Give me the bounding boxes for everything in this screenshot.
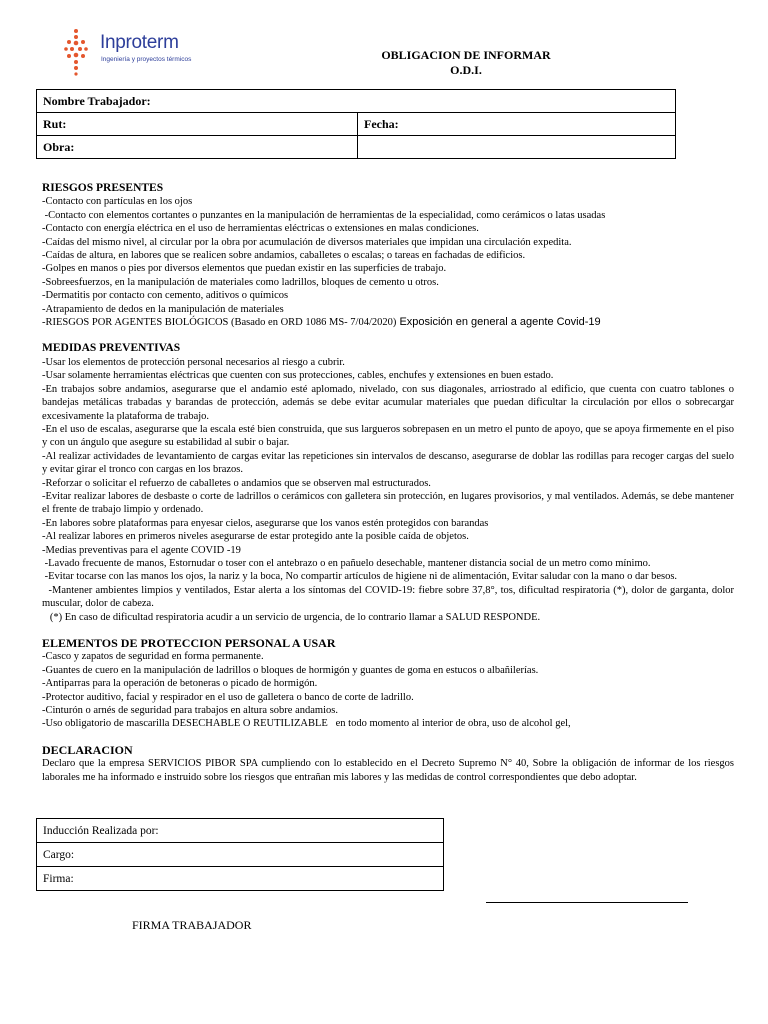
worker-info-table <box>36 89 676 159</box>
measures-heading: MEDIDAS PREVENTIVAS <box>42 342 181 355</box>
worker-name-field[interactable]: Nombre Trabajador: <box>37 90 676 113</box>
risk-item: -Atrapamiento de dedos en la manipulación de materiales <box>42 303 284 315</box>
measure-item: -En el uso de escalas, asegurarse que la escala esté bien construida, que sus largueros sobrepasen en un metro el punto de apoyo, que se apoya firmemente en el piso y con un ángulo que asegure su estabilidad al subir o bajar. <box>42 423 734 449</box>
induction-table <box>36 818 444 891</box>
bio-risk-prefix: -RIESGOS POR AGENTES BIOLÓGICOS (Basado en ORD 1086 MS- 7/04/2020) <box>42 317 397 329</box>
risks-heading: RIESGOS PRESENTES <box>42 182 164 194</box>
ppe-item: -Protector auditivo, facial y respirador en el uso de galletera o banco de corte de ladrillo. <box>42 691 414 703</box>
document-body <box>42 182 737 784</box>
measure-item: -Al realizar labores en primeros niveles asegurarse de estar protegido ante la posible caída de objetos. <box>42 531 469 543</box>
ppe-item: -Guantes de cuero en la manipulación de ladrillos o bloques de hormigón y guantes de goma en estucos o albañilerías. <box>42 664 539 676</box>
measure-item: -Mantener ambientes limpios y ventilados, Estar alerta a los síntomas del COVID-19: fiebre sobre 37,8°, tos, dificultad respiratoria (*), dolor de garganta, dolor muscular, dolor de cabeza. <box>42 584 737 610</box>
measure-item: -En labores sobre plataformas para enyesar cielos, asegurarse que los vanos estén protegidos con barandas <box>42 517 489 529</box>
declaration-text: Declaro que la empresa SERVICIOS PIBOR SPA cumpliendo con lo establecido en el Decreto Supremo N° 40, Sobre la obligación de informar de los riesgos laborales me ha informado e instruido sobre los riesgos que entrañan mis labores y las medidas de control correspondientes que debo adoptar. <box>42 758 734 783</box>
measure-item: -Lavado frecuente de manos, Estornudar o toser con el antebrazo o en pañuelo desechable, mantener distancia social de un metro como mínimo. <box>42 557 651 569</box>
measure-item: (*) En caso de dificultad respiratoria acudir a un servicio de urgencia, de lo contrario llamar a SALUD RESPONDE. <box>42 611 541 623</box>
risk-item: -Dermatitis por contacto con cemento, aditivos o químicos <box>42 290 289 302</box>
company-logo <box>64 28 194 78</box>
worker-signature-label: FIRMA TRABAJADOR <box>132 918 252 932</box>
site-field[interactable]: Obra: <box>37 136 358 159</box>
logo-mark-icon <box>64 28 98 78</box>
risk-item: -Contacto con partículas en los ojos <box>42 196 193 208</box>
induction-signature-field[interactable]: Firma: <box>37 867 444 891</box>
risk-item-biological <box>42 316 734 329</box>
date-field[interactable]: Fecha: <box>358 113 676 136</box>
measure-item: -Usar los elementos de protección personal necesarios al riesgo a cubrir. <box>42 356 345 368</box>
declaration-heading: DECLARACION <box>42 742 133 757</box>
ppe-item: -Casco y zapatos de seguridad en forma permanente. <box>42 651 264 663</box>
worker-signature-line[interactable] <box>486 902 688 903</box>
ppe-item: -Antiparras para la operación de betoneras o picado de hormigón. <box>42 678 318 690</box>
logo-brand-text: Inproterm <box>100 32 179 53</box>
measure-item: -Usar solamente herramientas eléctricas que cuenten con sus protecciones, cables, enchufes y extensiones en buen estado. <box>42 370 554 382</box>
title-line-1: OBLIGACION DE INFORMAR <box>381 48 551 62</box>
ppe-heading: ELEMENTOS DE PROTECCION PERSONAL A USAR <box>42 636 336 650</box>
measure-item: -Reforzar o solicitar el refuerzo de caballetes o andamios que se observen mal estructurados. <box>42 477 431 489</box>
measure-item: -Evitar realizar labores de desbaste o corte de ladrillos o cerámicos con galletera sin protección, en lugares provisorios, y mal ventilados. Además, se debe mantener el frente de trabajo limpio y ordenado. <box>42 490 734 516</box>
rut-field[interactable]: Rut: <box>37 113 358 136</box>
induction-by-field[interactable]: Inducción Realizada por: <box>37 819 444 843</box>
bio-risk-suffix: Exposición en general a agente Covid-19 <box>396 316 601 329</box>
measure-item: -Medias preventivas para el agente COVID -19 <box>42 544 241 556</box>
logo-tagline: Ingeniería y proyectos térmicos <box>101 56 192 63</box>
risk-item: -Caídas del mismo nivel, al circular por la obra por acumulación de diversos materiales que impidan una circulación expedita. <box>42 236 572 248</box>
ppe-item: -Uso obligatorio de mascarilla DESECHABLE O REUTILIZABLE en todo momento al interior de obra, uso de alcohol gel, <box>42 718 571 730</box>
induction-role-field[interactable]: Cargo: <box>37 843 444 867</box>
measure-item: -Al realizar actividades de levantamiento de cargas evitar las repeticiones sin intervalos de descanso, asegurarse de doblar las rodillas para recoger cargas del suelo y evitar girar el tronco con cargas en los brazos. <box>42 450 734 476</box>
document-title <box>360 48 572 78</box>
site-extra-cell[interactable] <box>358 136 676 159</box>
risk-item: -Golpes en manos o pies por diversos elementos que puedan existir en las superficies de trabajo. <box>42 263 447 275</box>
risk-item: -Sobreesfuerzos, en la manipulación de materiales como ladrillos, bloques de cemento u otros. <box>42 276 439 288</box>
risk-item: -Contacto con energía eléctrica en el uso de herramientas eléctricas o extensiones en malas condiciones. <box>42 223 479 235</box>
measure-item: -Evitar tocarse con las manos los ojos, la nariz y la boca, No compartir artículos de higiene ni de alimentación, Evitar saludar con la mano o dar besos. <box>42 571 678 583</box>
ppe-item: -Cinturón o arnés de seguridad para trabajos en altura sobre andamios. <box>42 705 338 717</box>
title-line-2: O.D.I. <box>450 63 482 77</box>
risk-item: -Contacto con elementos cortantes o punzantes en la manipulación de herramientas de la especialidad, como cerámicos o latas usadas <box>42 209 606 221</box>
risk-item: -Caídas de altura, en labores que se realicen sobre andamios, caballetes o escalas; o tareas en fachadas de edificios. <box>42 250 526 262</box>
measure-item: -En trabajos sobre andamios, asegurarse que el andamio esté aplomado, nivelado, con sus diagonales, arriostrado al edificio, que cuenta con cuatro tablones o bandejas metálicas trabadas y barandas de protección, además se debe evitar acumular materiales que puedan dificultar la circulación por ellos o sobrecargar excesivamente la plataforma de trabajo. <box>42 383 734 422</box>
